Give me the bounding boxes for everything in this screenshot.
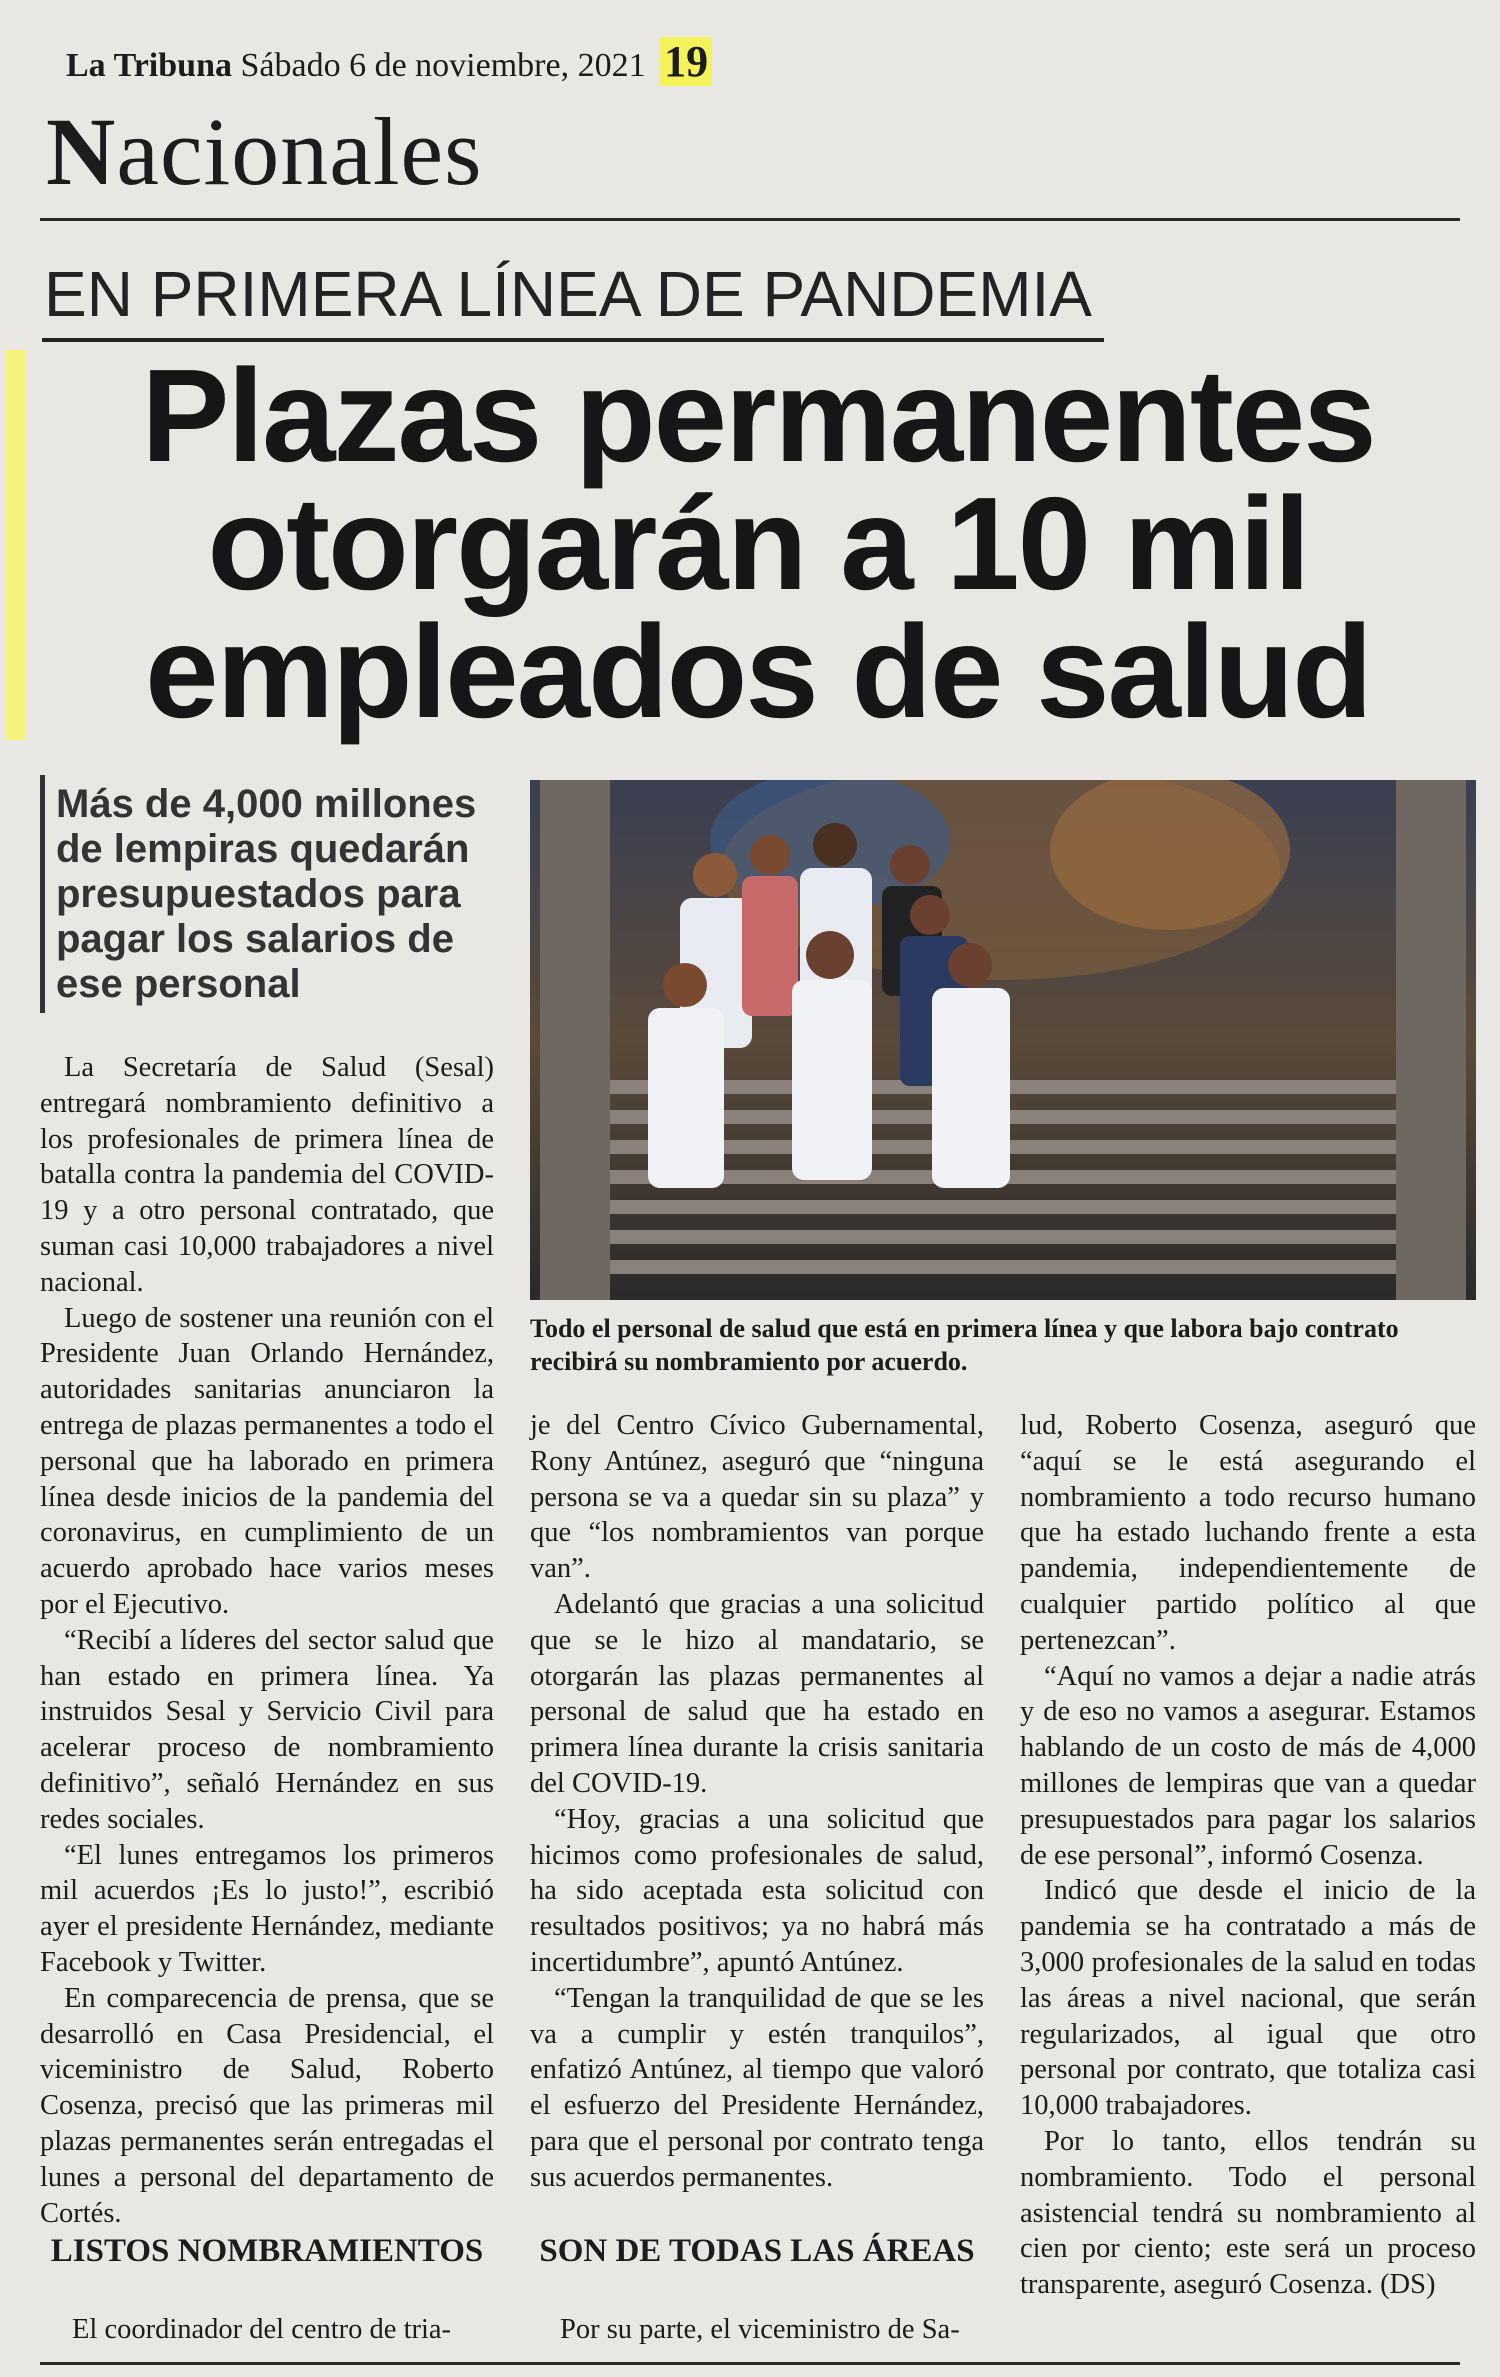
- paragraph-continuation: El coordinador del centro de tria-: [72, 2314, 452, 2345]
- paragraph: La Secretaría de Salud (Sesal) entregará nombramiento definitivo a los profesionales de primera línea de batalla contra la pandemia del COVID-19 y a otro personal contratado, que suman casi 10,000 trabajadores a nivel nacional.: [40, 1052, 494, 1298]
- headline-line-2: otorgarán a 10 mil: [207, 470, 1309, 617]
- paragraph: Luego de sostener una reunión con el Presidente Juan Orlando Hernández, autoridades sanitarias anunciaron la entrega de plazas permanentes a todo el personal que ha laborado en primera línea desde inicios de la pandemia del coronavirus, en cumplimiento de un acuerdo aprobado hace varios meses por el Ejecutivo.: [40, 1302, 494, 1620]
- photo-caption: Todo el personal de salud que está en primera línea y que labora bajo contrato recibirá su nombramiento por acuerdo.: [530, 1314, 1399, 1376]
- paragraph: lud, Roberto Cosenza, aseguró que “aquí se le está asegurando el nombramiento a todo recurso humano que ha estado luchando frente a esta pandemia, independientemente de cualquier partido político al que pertenezcan”.: [1020, 1410, 1476, 1656]
- section-rest: acionales: [116, 98, 483, 205]
- paragraph: Indicó que desde el inicio de la pandemia se ha contratado a más de 3,000 profesionales de la salud en todas las áreas a nivel nacional, que serán regularizados, al igual que otro personal por contrato, que totaliza casi 10,000 trabajadores.: [1020, 1875, 1476, 2122]
- highlighter-mark: [6, 350, 26, 740]
- kicker: EN PRIMERA LÍNEA DE PANDEMIA: [44, 258, 1092, 330]
- section-initial: N: [46, 98, 117, 205]
- article-column-3: [1020, 1408, 1476, 2303]
- paragraph: “Tengan la tranquilidad de que se les va a cumplir y estén tranquilos”, enfatizó Antúnez, al tiempo que valoró el esfuerzo del Presidente Hernández, para que el personal por contrato tenga sus acuerdos permanentes.: [530, 1982, 984, 2193]
- paragraph: “Hoy, gracias a una solicitud que hicimos como profesionales de salud, ha sido aceptada esta solicitud con resultados positivos; ya no habrá más incertidumbre”, apuntó Antúnez.: [530, 1803, 984, 1978]
- headline-line-3: empleados de salud: [145, 598, 1371, 745]
- page-number: 19: [660, 37, 712, 86]
- paragraph: “El lunes entregamos los primeros mil acuerdos ¡Es lo justo!”, escribió ayer el presidente Hernández, mediante Facebook y Twitter.: [40, 1839, 494, 1978]
- article-column-2: [530, 1408, 984, 2196]
- page-header: [66, 36, 712, 87]
- paragraph: Adelantó que gracias a una solicitud que se le hizo al mandatario, se otorgarán las plazas permanentes al personal de salud que ha estado en primera línea durante la crisis sanitaria del COVID-19.: [530, 1588, 984, 1799]
- footer-divider: [40, 2362, 1460, 2365]
- photo-illustration: [530, 780, 1476, 1300]
- news-photo: [530, 780, 1476, 1300]
- deck: Más de 4,000 millones de lempiras quedarán presupuestados para pagar los salarios de ese personal: [56, 782, 477, 1006]
- paragraph: “Recibí a líderes del sector salud que han estado en primera línea. Ya instruidos Sesal y Servicio Civil para acelerar proceso de nombramiento definitivo”, señaló Hernández en sus redes sociales.: [40, 1624, 494, 1835]
- paragraph-continuation: Por su parte, el viceministro de Sa-: [560, 2314, 960, 2345]
- subheading-son-de-todas-las-areas: SON DE TODAS LAS ÁREAS: [539, 2233, 975, 2269]
- header-divider: [40, 218, 1460, 221]
- paragraph: je del Centro Cívico Gubernamental, Rony Antúnez, aseguró que “ninguna persona se va a quedar sin su plaza” y que “los nombramientos van porque van”.: [530, 1410, 984, 1585]
- headline-line-1: Plazas permanentes: [141, 342, 1375, 489]
- newspaper-name: La Tribuna: [66, 47, 232, 84]
- article-column-1: [40, 1050, 494, 2231]
- section-title: [46, 98, 483, 205]
- subheading-listos-nombramientos: LISTOS NOMBRAMIENTOS: [50, 2233, 484, 2269]
- paragraph: “Aquí no vamos a dejar a nadie atrás y de eso no vamos a asegurar. Estamos hablando de un costo de más de 4,000 millones de lempiras que van a quedar presupuestados para pagar los salarios de ese personal”, informó Cosenza.: [1020, 1660, 1476, 1871]
- paragraph: En comparecencia de prensa, que se desarrolló en Casa Presidencial, el viceministro de Salud, Roberto Cosenza, precisó que las primeras mil plazas permanentes serán entregadas el lunes a personal del departamento de Cortés.: [40, 1982, 494, 2229]
- headline: [48, 342, 1468, 745]
- paragraph: Por lo tanto, ellos tendrán su nombramiento. Todo el personal asistencial tendrá su nombramiento al cien por ciento; este será un proceso transparente, aseguró Cosenza. (DS): [1020, 2125, 1476, 2301]
- issue-date: Sábado 6 de noviembre, 2021: [240, 47, 646, 84]
